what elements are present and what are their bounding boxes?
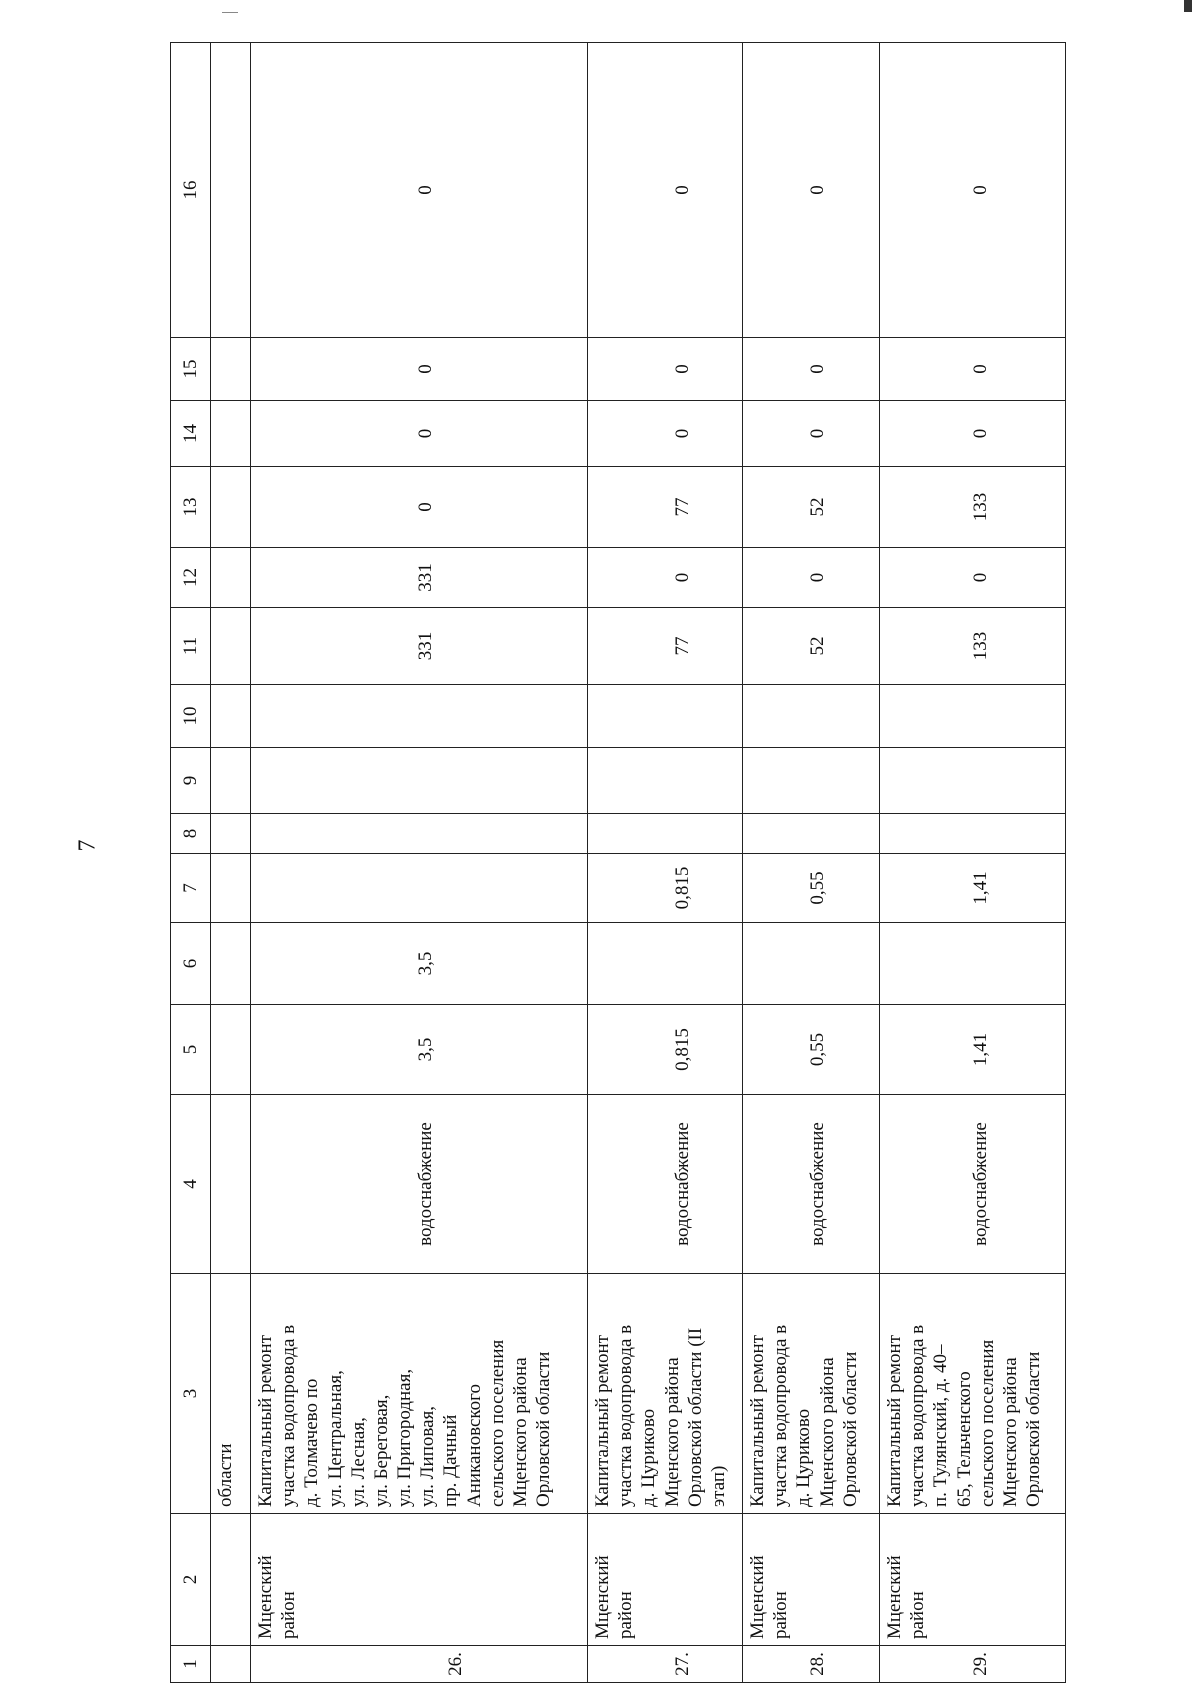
continuation-row [211,43,251,1683]
cell-col-6 [883,929,969,998]
cell-col-7: 1,41 [970,871,991,905]
cell-col-12: 0 [970,572,991,583]
district-cell: Мценский район [743,1514,880,1646]
cell-col-7: 0,815 [672,866,693,910]
cell-col-10 [591,691,671,741]
table-row [251,43,588,1683]
cell-col-11: 77 [672,636,693,656]
cell-col-5: 3,5 [415,1037,436,1062]
col-header-14: 14 [171,401,211,467]
col-header-6: 6 [171,923,211,1005]
district-cell: Мценский район [251,1514,588,1646]
cell-col-6: 3,5 [415,951,436,976]
cell-col-6 [591,929,671,998]
work-description: Капитальный ремонт участка водопровода в д. Толмачево по ул. Центральная, ул. Лесная, ул. Береговая, ул. Пригородная, ул. Липовая, пр. Дачный Аникановского сельского поселения Мценского района Орловской области [255,1324,555,1507]
cell-col-16: 0 [415,185,436,195]
cell-col-13: 133 [970,492,991,522]
col-header-2: 2 [171,1514,211,1646]
cell-col-13: 77 [672,497,693,517]
cell-col-9 [746,754,806,807]
cell-col-5: 0,815 [672,1028,693,1071]
work-type: водоснабжение [970,1122,991,1246]
cell-col-9 [254,754,414,807]
cell-col-7 [254,860,414,916]
cell-col-8 [591,820,671,847]
cell-col-14: 0 [672,428,693,439]
works-table [170,42,1066,1683]
col-header-13: 13 [171,467,211,548]
col-header-15: 15 [171,338,211,401]
cell-col-14: 0 [415,428,436,439]
cell-col-14: 0 [970,428,991,439]
table-row [588,43,743,1683]
cell-col-15: 0 [672,364,693,374]
row-number: 27. [672,1652,693,1676]
scan-mark [1184,0,1192,12]
cell-col-10 [883,691,969,741]
cell-col-10 [254,691,414,741]
work-type: водоснабжение [415,1122,436,1246]
district-cell: Мценский район [880,1514,1066,1646]
cell-col-12: 0 [672,572,693,583]
cell-col-11: 52 [807,636,828,656]
col-header-3: 3 [171,1274,211,1514]
cell-col-8 [254,820,414,847]
col-header-4: 4 [171,1095,211,1274]
header-row [171,43,211,1683]
col-header-8: 8 [171,814,211,854]
cell-col-8 [746,820,806,847]
scan-mark [222,12,238,13]
cell-col-13: 0 [415,502,436,512]
cell-col-6 [746,929,806,998]
work-type: водоснабжение [672,1122,693,1246]
cell-col-9 [883,754,969,807]
cell-col-15: 0 [415,364,436,374]
cell-col-5: 1,41 [970,1032,991,1067]
table-row [880,43,1066,1683]
cell-col-9 [591,754,671,807]
col-header-7: 7 [171,854,211,923]
work-description: Капитальный ремонт участка водопровода в п. Тулянский, д. 40– 65, Тельченского сельского поселения Мценского района Орловской области [884,1324,1045,1507]
work-type: водоснабжение [807,1122,828,1246]
work-description: Капитальный ремонт участка водопровода в д. Цуриково Мценского района Орловской области (II этап) [592,1324,729,1507]
cell-col-8 [883,820,969,847]
col-header-12: 12 [171,548,211,608]
col-header-9: 9 [171,748,211,814]
cell-col-5: 0,55 [807,1032,828,1067]
cell-col-11: 331 [415,631,436,661]
row-number: 26. [445,1652,466,1676]
col-header-5: 5 [171,1005,211,1095]
cell-col-12: 0 [807,572,828,583]
cell-col-16: 0 [672,185,693,195]
col-header-10: 10 [171,685,211,748]
cell-col-15: 0 [970,364,991,374]
col-header-1: 1 [171,1646,211,1683]
continuation-text: области [211,1274,251,1514]
cell-col-12: 331 [415,563,436,592]
work-description: Капитальный ремонт участка водопровода в д. Цуриково Мценского района Орловской области [747,1324,861,1507]
col-header-11: 11 [171,608,211,685]
cell-col-10 [746,691,806,741]
cell-col-16: 0 [807,185,828,195]
page-number: 7 [74,839,101,852]
row-number: 28. [807,1652,828,1676]
cell-col-7: 0,55 [807,871,828,905]
row-number: 29. [970,1652,991,1676]
rotated-table-container [170,43,1125,1683]
cell-col-15: 0 [807,364,828,374]
col-header-16: 16 [171,43,211,338]
table-row [743,43,880,1683]
cell-col-16: 0 [970,185,991,195]
cell-col-13: 52 [807,497,828,517]
district-cell: Мценский район [588,1514,743,1646]
cell-col-14: 0 [807,428,828,439]
cell-col-11: 133 [970,631,991,661]
